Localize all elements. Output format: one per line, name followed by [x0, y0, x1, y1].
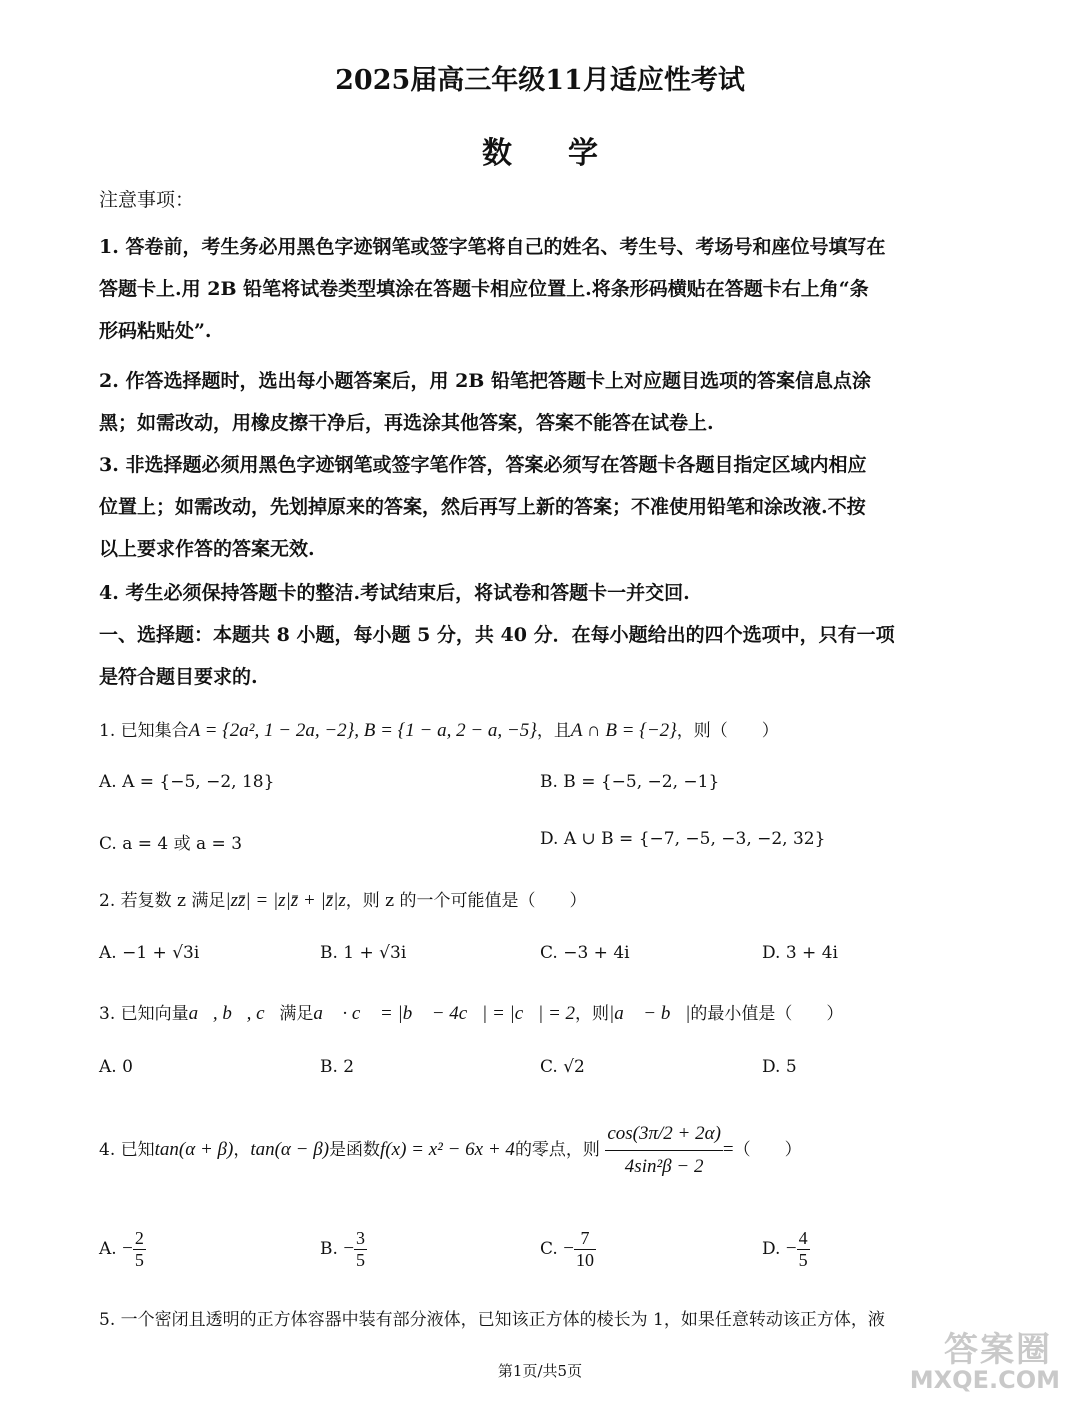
q4-a-label: A. [99, 1239, 117, 1259]
minus-sign: − [343, 1238, 355, 1259]
q1-sets: A = {2a², 1 − 2a, −2}, B = {1 − a, 2 − a, −5} [188, 720, 537, 741]
exam-title: 2025届高三年级11月适应性考试 [335, 65, 745, 96]
q4-option-d [762, 1228, 810, 1271]
note-3 [99, 444, 984, 570]
question-5: 5. 一个密闭且透明的正方体容器中装有部分液体，已知该正方体的棱长为 1，如果任意转动该正方体，液 [99, 1310, 885, 1330]
q3-condition: a⃗ · c⃗ = |b⃗ − 4c⃗| = |c⃗| = 2 [313, 1003, 576, 1024]
q3-prefix: 3. 已知向量 [99, 1004, 189, 1024]
note-1-line: 答题卡上.用 2B 铅笔将试卷类型填涂在答题卡相应位置上.将条形码横贴在答题卡右上角“条 [99, 278, 869, 300]
q4-d-label: D. [762, 1239, 781, 1259]
q1-option-b: B. B = {−5, −2, −1} [540, 772, 720, 792]
q2-condition: |zz̄| = |z|z̄ + |z̄|z [225, 890, 346, 911]
q4-option-c [540, 1228, 596, 1271]
q1-option-a: A. A = {−5, −2, 18} [99, 772, 275, 792]
note-2-line: 2. 作答选择题时，选出每小题答案后，用 2B 铅笔把答题卡上对应题目选项的答案信息点涂 [99, 370, 871, 392]
q4-a-den: 5 [134, 1250, 144, 1270]
q4-tan-diff: tan(α − β) [250, 1139, 330, 1160]
q4-option-b [320, 1228, 367, 1271]
q4-b-num: 3 [356, 1228, 366, 1248]
q4-mid2: 的零点，则 [514, 1140, 600, 1160]
q4-fraction-denominator: 4sin²β − 2 [624, 1156, 704, 1177]
q1-suffix: ，则（ ） [676, 721, 779, 741]
q4-suffix: （ ） [733, 1140, 802, 1160]
q3-option-c: C. √2 [540, 1057, 585, 1077]
q4-option-a [99, 1228, 146, 1271]
q4-function: f(x) = x² − 6x + 4 [380, 1139, 515, 1160]
q4-c-num: 7 [574, 1228, 596, 1250]
q4-b-fraction [354, 1228, 367, 1271]
q4-a-num: 2 [134, 1228, 144, 1248]
q4-tan-sum: tan(α + β) [154, 1139, 234, 1160]
q3-vectors: a⃗, b⃗, c⃗ [188, 1003, 280, 1024]
note-3-line: 以上要求作答的答案无效. [99, 538, 315, 560]
q3-option-d: D. 5 [762, 1057, 797, 1077]
q4-fraction-numerator: cos(3π/2 + 2α) [605, 1118, 723, 1151]
note-4-line: 4. 考生必须保持答题卡的整洁.考试结束后，将试卷和答题卡一并交回. [99, 582, 690, 604]
q2-option-a: A. −1 + √3i [99, 943, 200, 963]
note-1-line: 形码粘贴处”. [99, 320, 212, 342]
q4-a-fraction [133, 1228, 146, 1271]
watermark-line-2: MXQE.COM [909, 1366, 1060, 1394]
q1-prefix: 1. 已知集合 [99, 721, 189, 741]
question-4 [99, 1118, 802, 1183]
q3-option-b: B. 2 [320, 1057, 355, 1077]
note-1 [99, 226, 984, 352]
q1-option-d: D. A ∪ B = {−7, −5, −3, −2, 32} [540, 829, 826, 849]
q4-d-num: 4 [798, 1228, 808, 1248]
minus-sign: − [563, 1238, 574, 1259]
notes-heading: 注意事项： [99, 189, 195, 211]
q4-d-fraction [797, 1228, 810, 1271]
q2-option-c: C. −3 + 4i [540, 943, 630, 963]
q3-expression: |a⃗ − b⃗| [609, 1003, 691, 1024]
q2-option-d: D. 3 + 4i [762, 943, 838, 963]
section-1-line: 一、选择题：本题共 8 小题，每小题 5 分，共 40 分．在每小题给出的四个选项中，只有一项 [99, 624, 895, 646]
section-1-line: 是符合题目要求的. [99, 666, 258, 688]
q2-prefix: 2. 若复数 z 满足 [99, 891, 226, 911]
note-1-line: 1. 答卷前，考生务必用黑色字迹钢笔或签字笔将自己的姓名、考生号、考场号和座位号填写在 [99, 236, 886, 258]
question-2 [99, 886, 587, 912]
q2-suffix: ，则 z 的一个可能值是（ ） [345, 891, 587, 911]
q1-condition: A ∩ B = {−2} [570, 720, 677, 741]
q4-b-label: B. [320, 1239, 338, 1259]
q2-option-b: B. 1 + √3i [320, 943, 407, 963]
minus-sign: − [122, 1238, 133, 1259]
q4-c-den: 10 [575, 1250, 594, 1270]
q4-prefix: 4. 已知 [99, 1140, 155, 1160]
q4-c-label: C. [540, 1239, 558, 1259]
section-1-heading [99, 614, 984, 698]
q3-suffix: 的最小值是（ ） [690, 1004, 844, 1024]
q1-option-c: C. a = 4 或 a = 3 [99, 834, 243, 854]
q4-b-den: 5 [356, 1250, 366, 1270]
note-2 [99, 360, 984, 444]
watermark-logo [900, 1322, 1060, 1402]
q4-c-fraction [574, 1228, 596, 1271]
q1-mid: ，且 [536, 721, 571, 741]
note-2-line: 黑；如需改动，用橡皮擦干净后，再选涂其他答案，答案不能答在试卷上. [99, 412, 714, 434]
q3-option-a: A. 0 [99, 1057, 133, 1077]
q4-d-den: 5 [798, 1250, 808, 1270]
question-1 [99, 716, 779, 742]
q4-equals: = [722, 1139, 734, 1160]
question-3 [99, 999, 843, 1025]
page-footer: 第1页/共5页 [497, 1362, 583, 1380]
watermark-line-1: 答案圈 [944, 1330, 1052, 1370]
note-3-line: 3. 非选择题必须用黑色字迹钢笔或签字笔作答，答案必须写在答题卡各题目指定区域内相应 [99, 454, 867, 476]
q3-mid2: ，则 [575, 1004, 610, 1024]
subject-title: 数学 [482, 136, 654, 171]
minus-sign: − [785, 1238, 797, 1259]
q4-fraction [605, 1118, 723, 1183]
q4-mid: 是函数 [329, 1140, 381, 1160]
q3-mid: 满足 [279, 1004, 314, 1024]
note-3-line: 位置上；如需改动，先划掉原来的答案，然后再写上新的答案；不准使用铅笔和涂改液.不按 [99, 496, 866, 518]
note-4 [99, 572, 984, 614]
q4-sep: ， [233, 1140, 251, 1160]
